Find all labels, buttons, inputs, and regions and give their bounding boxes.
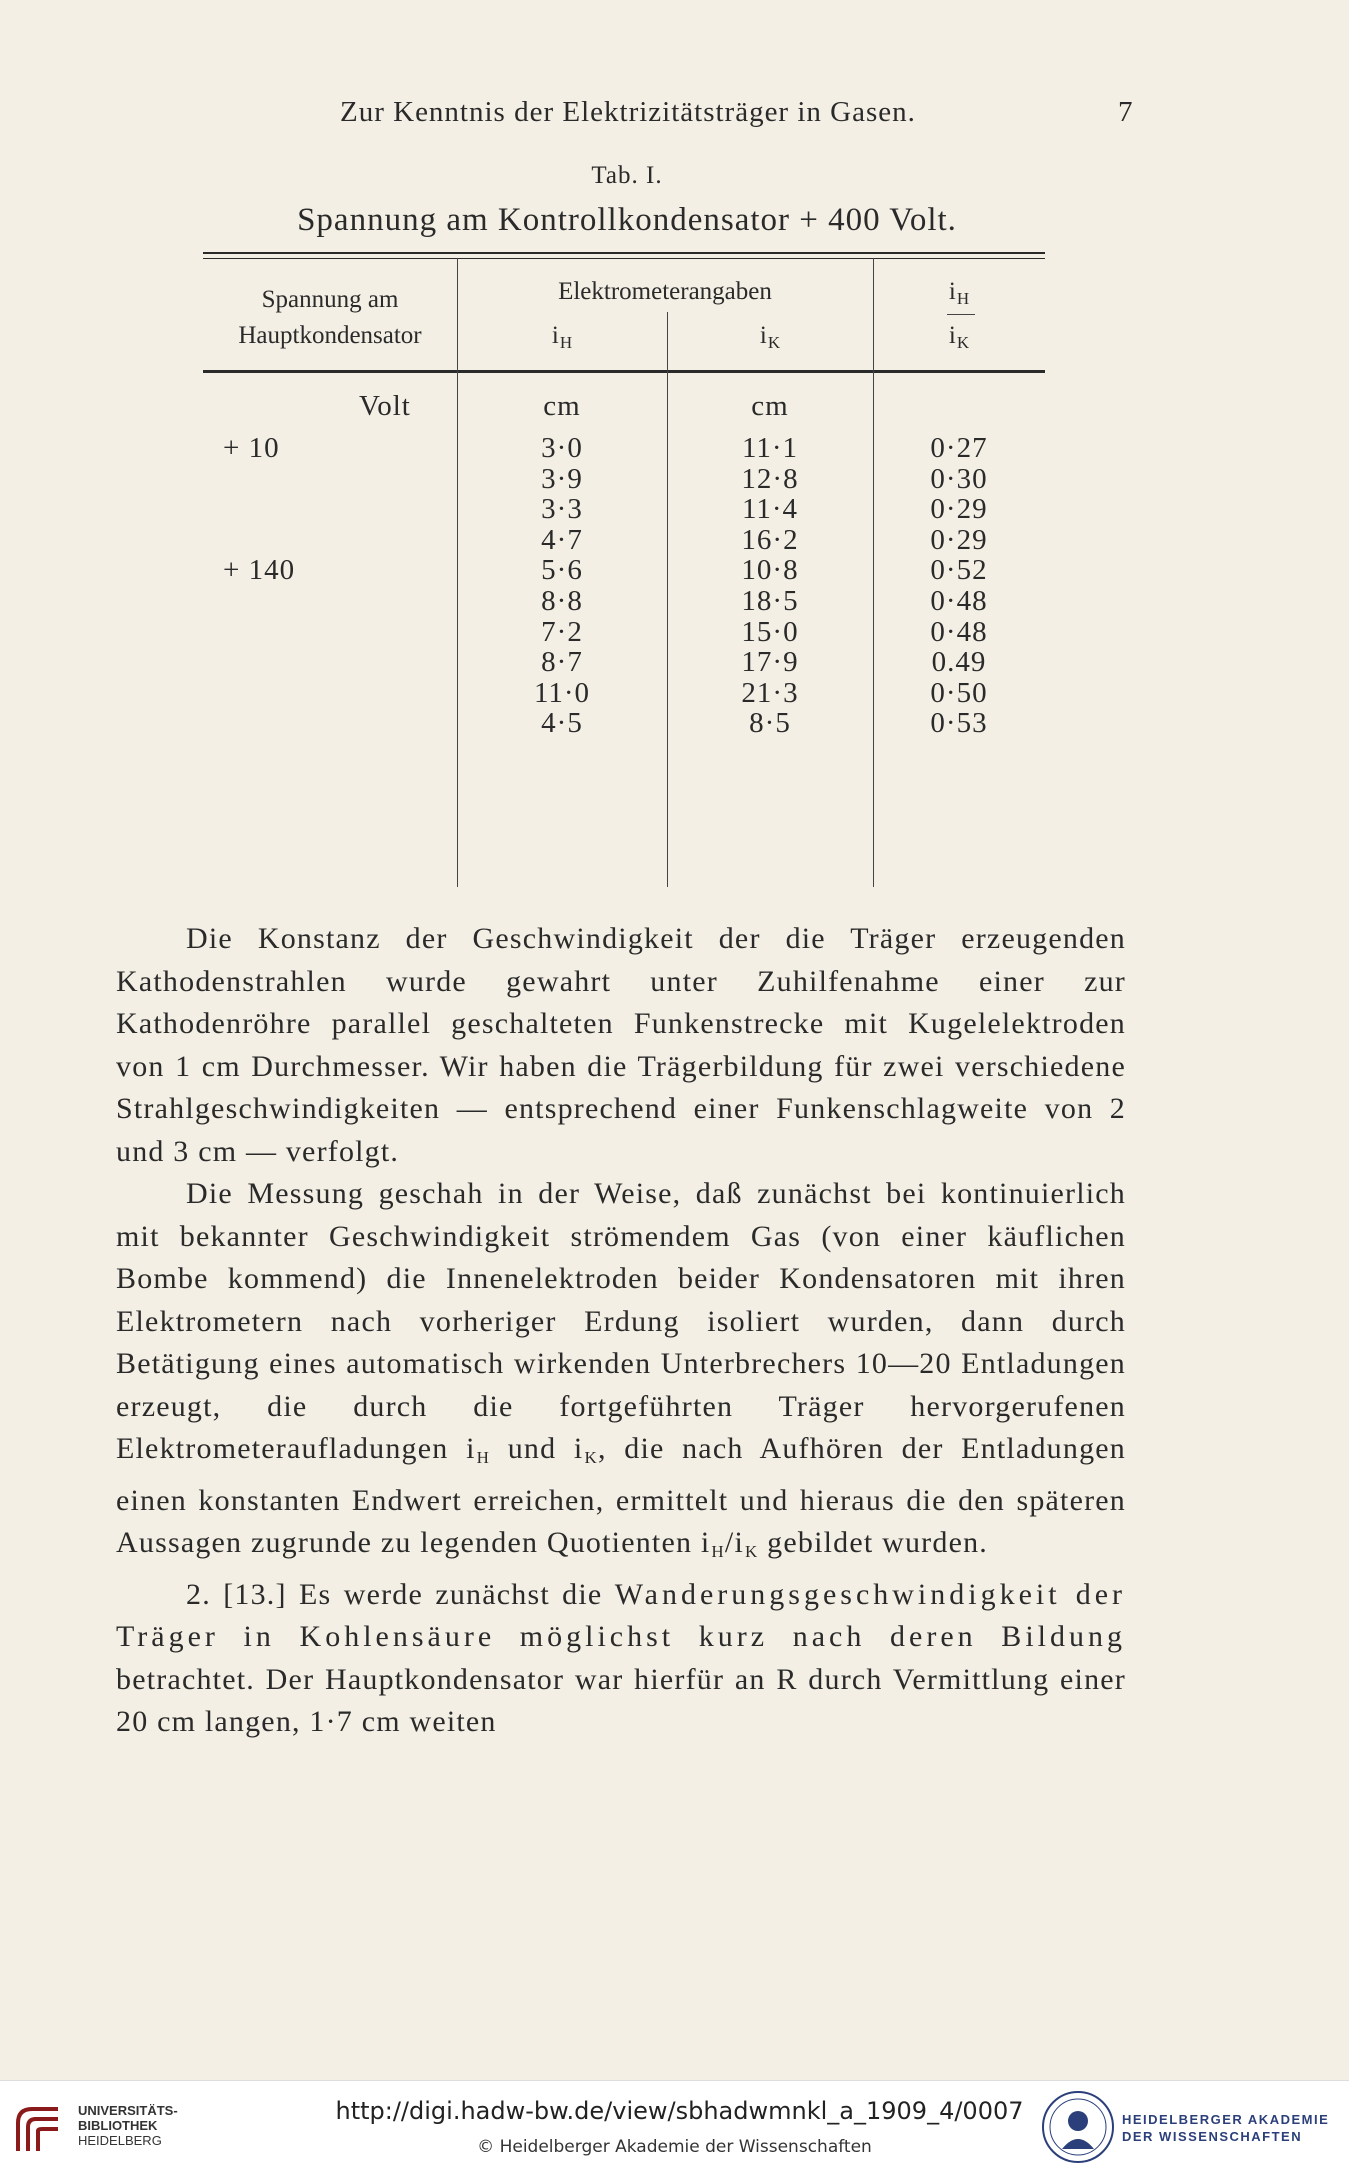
- paragraph-2-text-c: , die nach Aufhören der Entladungen einen konstanten Endwert erreichen, ermittelt und hieraus die den späteren Aussagen zugrunde zu legenden Quotienten: [116, 1432, 1126, 1559]
- cell-ratio: 0·48: [930, 615, 988, 648]
- cell-ratio: 0·53: [930, 707, 988, 740]
- cell-voltage: + 10: [223, 432, 280, 464]
- cell-ratio: 0·29: [930, 523, 988, 556]
- table-top-rule-thin: [203, 258, 1045, 259]
- table-header-rule: [203, 370, 1045, 373]
- cell-iK: 8·5: [749, 707, 791, 740]
- header-ratio-numerator: [873, 274, 1045, 317]
- symbol-iK-sub: K: [584, 1448, 598, 1467]
- cell-ratio: 0.49: [931, 646, 987, 679]
- copyright-notice: © Heidelberger Akademie der Wissenschaften: [477, 2137, 872, 2157]
- quotient-iK: i: [734, 1526, 744, 1559]
- unit-cm-iH: cm: [543, 390, 581, 422]
- ub-line3: HEIDELBERG: [78, 2133, 162, 2148]
- header-ratio-denominator: [873, 318, 1045, 361]
- quotient-iH: i: [700, 1526, 711, 1559]
- symbol-iH: i: [466, 1432, 476, 1465]
- paragraph-3-text-b: betrachtet. Der Hauptkondensator war hierfür an R durch Vermittlung einer 20 cm langen, 1·7 cm weiten: [116, 1662, 1126, 1738]
- academy-line1: HEIDELBERGER AKADEMIE: [1122, 2112, 1330, 2127]
- ub-line1: UNIVERSITÄTS-: [78, 2103, 178, 2118]
- running-title: Zur Kenntnis der Elektrizitätsträger in Gasen.: [340, 96, 916, 128]
- cell-iH: 5·6: [541, 554, 583, 587]
- permalink-url[interactable]: http://digi.hadw-bw.de/view/sbhadwmnkl_a_1909_4/0007: [335, 2097, 1024, 2125]
- data-table: [203, 252, 1045, 887]
- cell-iH: 11·0: [533, 676, 591, 709]
- ub-line2: BIBLIOTHEK: [78, 2118, 158, 2133]
- cell-iH: 8·7: [541, 646, 583, 679]
- cell-ratio: 0·30: [930, 462, 988, 495]
- header-ratio-fraction-bar: [947, 314, 975, 315]
- header-iH: [457, 318, 667, 361]
- academy-seal-icon: [1040, 2089, 1116, 2170]
- table-top-rule: [203, 252, 1045, 254]
- header-electrometer-group: Elektrometerangaben: [558, 278, 772, 305]
- paragraph-1: Die Konstanz der Geschwindigkeit der die Träger erzeugenden Kathodenstrahlen wurde gewahrt unter Zuhilfenahme einer zur Kathodenröhre parallel geschalteten Funkenstrecke mit Kugelelektroden von 1 cm Durchmesser. Wir haben die Trägerbildung für zwei verschiedene Strahlgeschwindigkeiten — entsprechend einer Funkenschlagweite von 2 und 3 cm — verfolgt.: [116, 922, 1126, 1168]
- footer-bar: [0, 2080, 1349, 2175]
- ratio-den-letter: i: [948, 322, 956, 349]
- cell-iK: 12·8: [741, 462, 799, 495]
- cell-iH: 3·3: [541, 493, 583, 526]
- cell-iH: 4·7: [541, 523, 583, 556]
- header-iK-letter: i: [759, 322, 767, 349]
- cell-iK: 11·4: [741, 493, 799, 526]
- header-iK: [667, 318, 873, 361]
- quotient-iH-sub: H: [711, 1542, 725, 1561]
- cell-iK: 18·5: [741, 585, 799, 617]
- paragraph-3-text-a: 2. [13.] Es werde zunächst die: [186, 1577, 615, 1611]
- header-iK-sub: K: [767, 333, 781, 352]
- header-iH-sub: H: [559, 333, 573, 352]
- paragraph-2: [116, 1173, 1126, 1574]
- cell-ratio: 0·48: [930, 585, 988, 617]
- cell-voltage: + 140: [223, 554, 296, 587]
- header-voltage-line1: Spannung am: [261, 286, 399, 313]
- cell-iH: 4·5: [541, 707, 583, 740]
- header-voltage-line2: Hauptkondensator: [238, 322, 422, 349]
- unit-volt: Volt: [359, 390, 411, 422]
- cell-iH: 8·8: [541, 585, 583, 617]
- cell-iH: 7·2: [541, 615, 583, 648]
- cell-iH: 3·9: [541, 462, 583, 495]
- symbol-iH-sub: H: [476, 1448, 491, 1467]
- unit-cm-iK: cm: [751, 390, 789, 422]
- header-iH-letter: i: [551, 322, 559, 349]
- running-head: [0, 96, 1349, 136]
- paragraph-2-text-b: und: [490, 1432, 574, 1465]
- cell-iK: 11·1: [741, 432, 799, 464]
- ratio-num-sub: H: [956, 289, 970, 308]
- cell-iK: 15·0: [741, 615, 799, 648]
- table-caption: Spannung am Kontrollkondensator + 400 Volt.: [297, 202, 957, 238]
- page-number: 7: [1118, 96, 1133, 128]
- cell-iK: 10·8: [741, 554, 799, 587]
- cell-ratio: 0·27: [930, 432, 988, 464]
- academy-name: [1122, 2111, 1329, 2145]
- body-text: [116, 918, 1126, 1744]
- paragraph-2-text-d: gebildet wurden.: [758, 1526, 988, 1559]
- header-voltage: [203, 282, 457, 354]
- paragraph-3: [116, 1574, 1126, 1744]
- cell-ratio: 0·50: [930, 676, 988, 709]
- cell-iK: 16·2: [741, 523, 799, 556]
- table-label: Tab. I.: [591, 162, 663, 189]
- symbol-iK: i: [573, 1432, 584, 1465]
- cell-iK: 17·9: [741, 646, 799, 679]
- academy-line2: DER WISSENSCHAFTEN: [1122, 2129, 1303, 2144]
- paragraph-2-text-a: Die Messung geschah in der Weise, daß zunächst bei kontinuierlich mit bekannter Geschwindigkeit strömendem Gas (von einer käuflichen Bombe kommend) die Innenelektroden beider Kondensatoren mit ihren Elektrometern nach vorheriger Erdung isoliert wurden, dann durch Betätigung eines automatisch wirkenden Unterbrechers 10—20 Entladungen erzeugt, die durch die fortgeführten Träger hervorgerufenen Elektrometeraufladungen: [116, 1177, 1126, 1465]
- cell-iK: 21·3: [741, 676, 799, 709]
- cell-ratio: 0·29: [930, 493, 988, 526]
- quotient-slash: /: [724, 1526, 735, 1559]
- quotient-iK-sub: K: [745, 1542, 759, 1561]
- ratio-num-letter: i: [948, 278, 956, 305]
- cell-iH: 3·0: [541, 432, 583, 464]
- ratio-den-sub: K: [956, 333, 970, 352]
- cell-ratio: 0·52: [930, 554, 988, 587]
- paragraph-3-emphasis: Wanderungsgeschwindigkeit der Träger in Kohlensäure möglichst kurz nach deren Bildung: [116, 1577, 1127, 1653]
